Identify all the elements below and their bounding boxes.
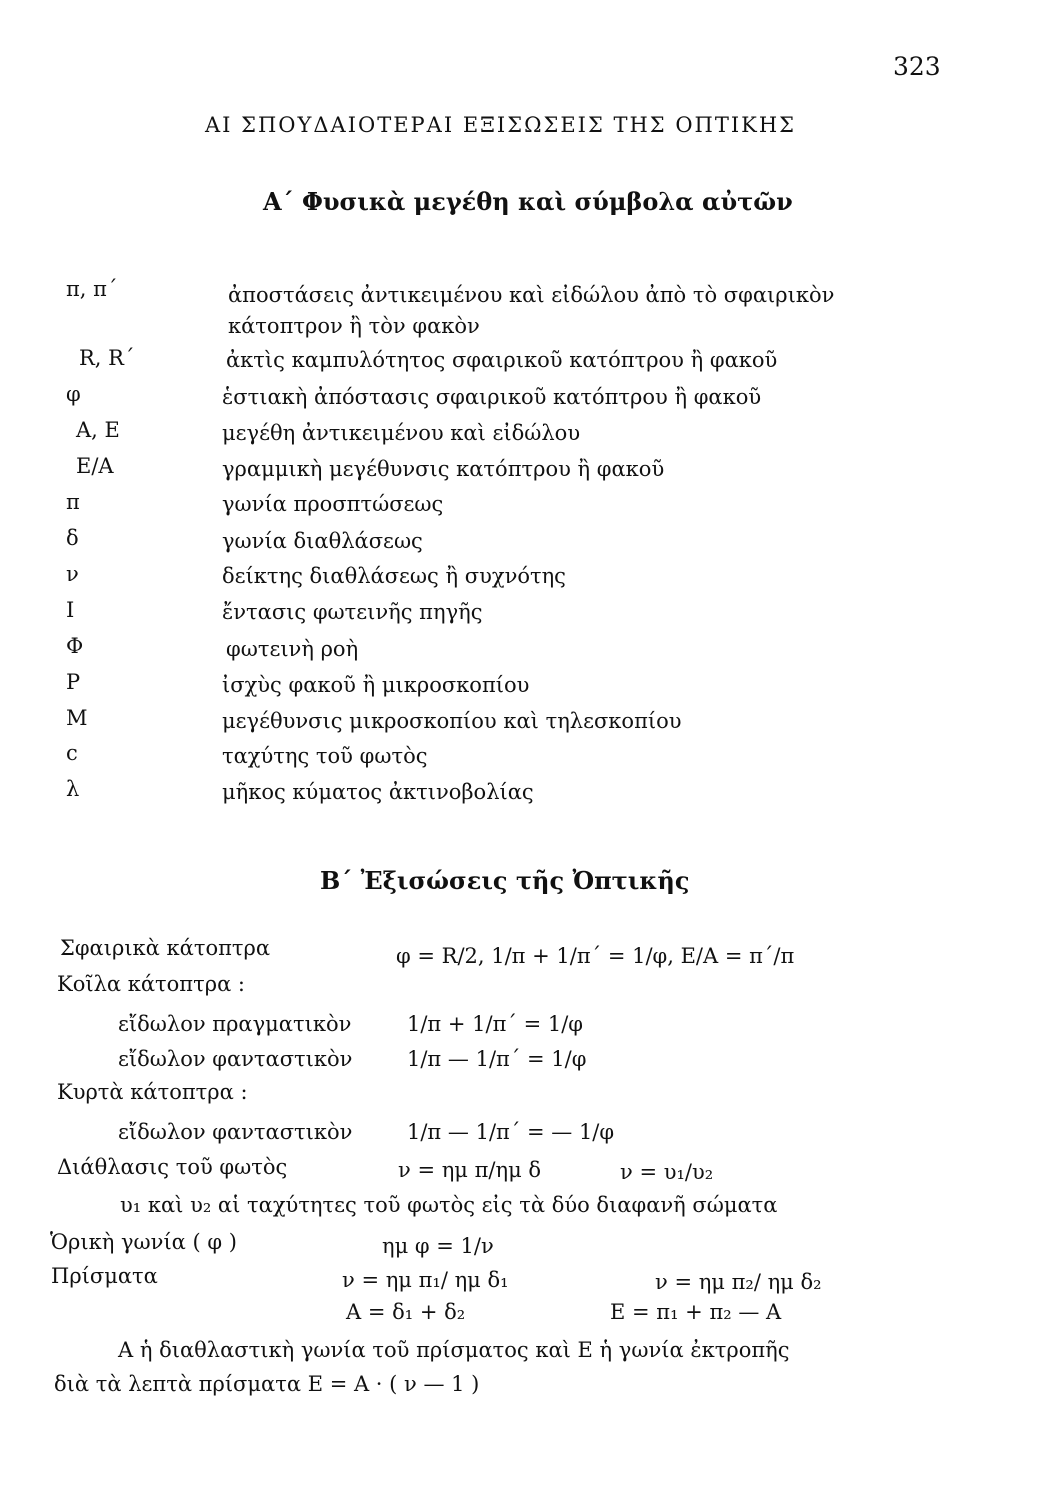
concave-mirrors-label: Κοῖλα κάτοπτρα :	[57, 972, 245, 996]
definition-4: γραμμικὴ μεγέθυνσις κατόπτρου ἢ φακοῦ	[222, 457, 665, 481]
concave-virtual-image-label: εἴδωλον φανταστικὸν	[118, 1047, 353, 1071]
definition-9: φωτεινὴ ροὴ	[226, 637, 359, 661]
prisms-equation-4: E = π₁ + π₂ — A	[610, 1300, 782, 1324]
convex-virtual-image-equation: 1/π — 1/π΄ = — 1/φ	[407, 1120, 615, 1144]
symbol-2: φ	[66, 382, 81, 406]
symbol-5: π	[66, 490, 80, 514]
definition-10: ἰσχὺς φακοῦ ἢ μικροσκοπίου	[222, 673, 530, 697]
convex-virtual-image-label: εἴδωλον φανταστικὸν	[118, 1120, 353, 1144]
definition-6: γωνία διαθλάσεως	[222, 529, 423, 553]
spherical-mirrors-equation: φ = R/2, 1/π + 1/π΄ = 1/φ, E/A = π΄/π	[396, 944, 795, 968]
definition-11: μεγέθυνσις μικροσκοπίου καὶ τηλεσκοπίου	[222, 709, 682, 733]
definition-0-continuation: κάτοπτρον ἢ τὸν φακὸν	[228, 314, 480, 338]
symbol-11: M	[66, 706, 88, 730]
definition-5: γωνία προσπτώσεως	[222, 492, 444, 516]
critical-angle-equation: ημ φ = 1/ν	[382, 1234, 494, 1258]
prisms-note-line-2: διὰ τὰ λεπτὰ πρίσματα E = A · ( ν — 1 )	[54, 1372, 480, 1396]
prisms-equation-1: ν = ημ π₁/ ημ δ₁	[342, 1268, 509, 1292]
definition-0: ἀποστάσεις ἀντικειμένου καὶ εἰδώλου ἀπὸ τὸ σφαιρικὸν	[228, 283, 835, 307]
section-b-heading: Β΄ Ἐξισώσεις τῆς Ὀπτικῆς	[320, 866, 690, 895]
concave-real-image-label: εἴδωλον πραγματικὸν	[118, 1012, 352, 1036]
page-title: ΑΙ ΣΠΟΥΔΑΙΟΤΕΡΑΙ ΕΞΙΣΩΣΕΙΣ ΤΗΣ ΟΠΤΙΚΗΣ	[205, 113, 797, 137]
symbol-9: Φ	[66, 634, 84, 658]
symbol-4: E/A	[76, 454, 114, 478]
definition-2: ἑστιακὴ ἀπόστασις σφαιρικοῦ κατόπτρου ἢ φακοῦ	[222, 385, 762, 409]
symbol-3: A, E	[76, 418, 120, 442]
prisms-equation-3: A = δ₁ + δ₂	[346, 1300, 466, 1324]
symbol-6: δ	[66, 526, 79, 550]
critical-angle-label: Ὁρικὴ γωνία ( φ )	[50, 1230, 237, 1254]
symbol-13: λ	[66, 777, 80, 801]
definition-1: ἀκτὶς καμπυλότητος σφαιρικοῦ κατόπτρου ἢ φακοῦ	[226, 348, 778, 372]
prisms-label: Πρίσματα	[51, 1264, 158, 1288]
concave-real-image-equation: 1/π + 1/π΄ = 1/φ	[407, 1012, 584, 1036]
definition-8: ἔντασις φωτεινῆς πηγῆς	[222, 600, 483, 624]
definition-13: μῆκος κύματος ἀκτινοβολίας	[222, 780, 534, 804]
section-a-heading: Α΄ Φυσικὰ μεγέθη καὶ σύμβολα αὐτῶν	[263, 187, 793, 216]
definition-7: δείκτης διαθλάσεως ἢ συχνότης	[222, 564, 566, 588]
definition-12: ταχύτης τοῦ φωτὸς	[222, 744, 428, 768]
spherical-mirrors-label: Σφαιρικὰ κάτοπτρα	[60, 936, 271, 960]
symbol-1: R, R΄	[79, 346, 135, 370]
refraction-note: υ₁ καὶ υ₂ αἱ ταχύτητες τοῦ φωτὸς εἰς τὰ δύο διαφανῆ σώματα	[120, 1193, 778, 1217]
refraction-equation-2: ν = υ₁/υ₂	[620, 1160, 714, 1184]
page-number: 323	[893, 52, 941, 81]
convex-mirrors-label: Κυρτὰ κάτοπτρα :	[57, 1080, 248, 1104]
definition-3: μεγέθη ἀντικειμένου καὶ εἰδώλου	[222, 421, 581, 445]
refraction-equation-1: ν = ημ π/ημ δ	[398, 1158, 542, 1182]
prisms-equation-2: ν = ημ π₂/ ημ δ₂	[655, 1270, 822, 1294]
symbol-12: c	[66, 741, 78, 765]
symbol-0: π, π΄	[66, 277, 118, 301]
concave-virtual-image-equation: 1/π — 1/π΄ = 1/φ	[407, 1047, 587, 1071]
symbol-7: ν	[66, 562, 79, 586]
prisms-note-line-1: A ἡ διαθλαστικὴ γωνία τοῦ πρίσματος καὶ E ἡ γωνία ἐκτροπῆς	[118, 1338, 790, 1362]
symbol-8: I	[66, 598, 75, 622]
refraction-label: Διάθλασις τοῦ φωτὸς	[57, 1155, 288, 1179]
symbol-10: P	[66, 670, 81, 694]
